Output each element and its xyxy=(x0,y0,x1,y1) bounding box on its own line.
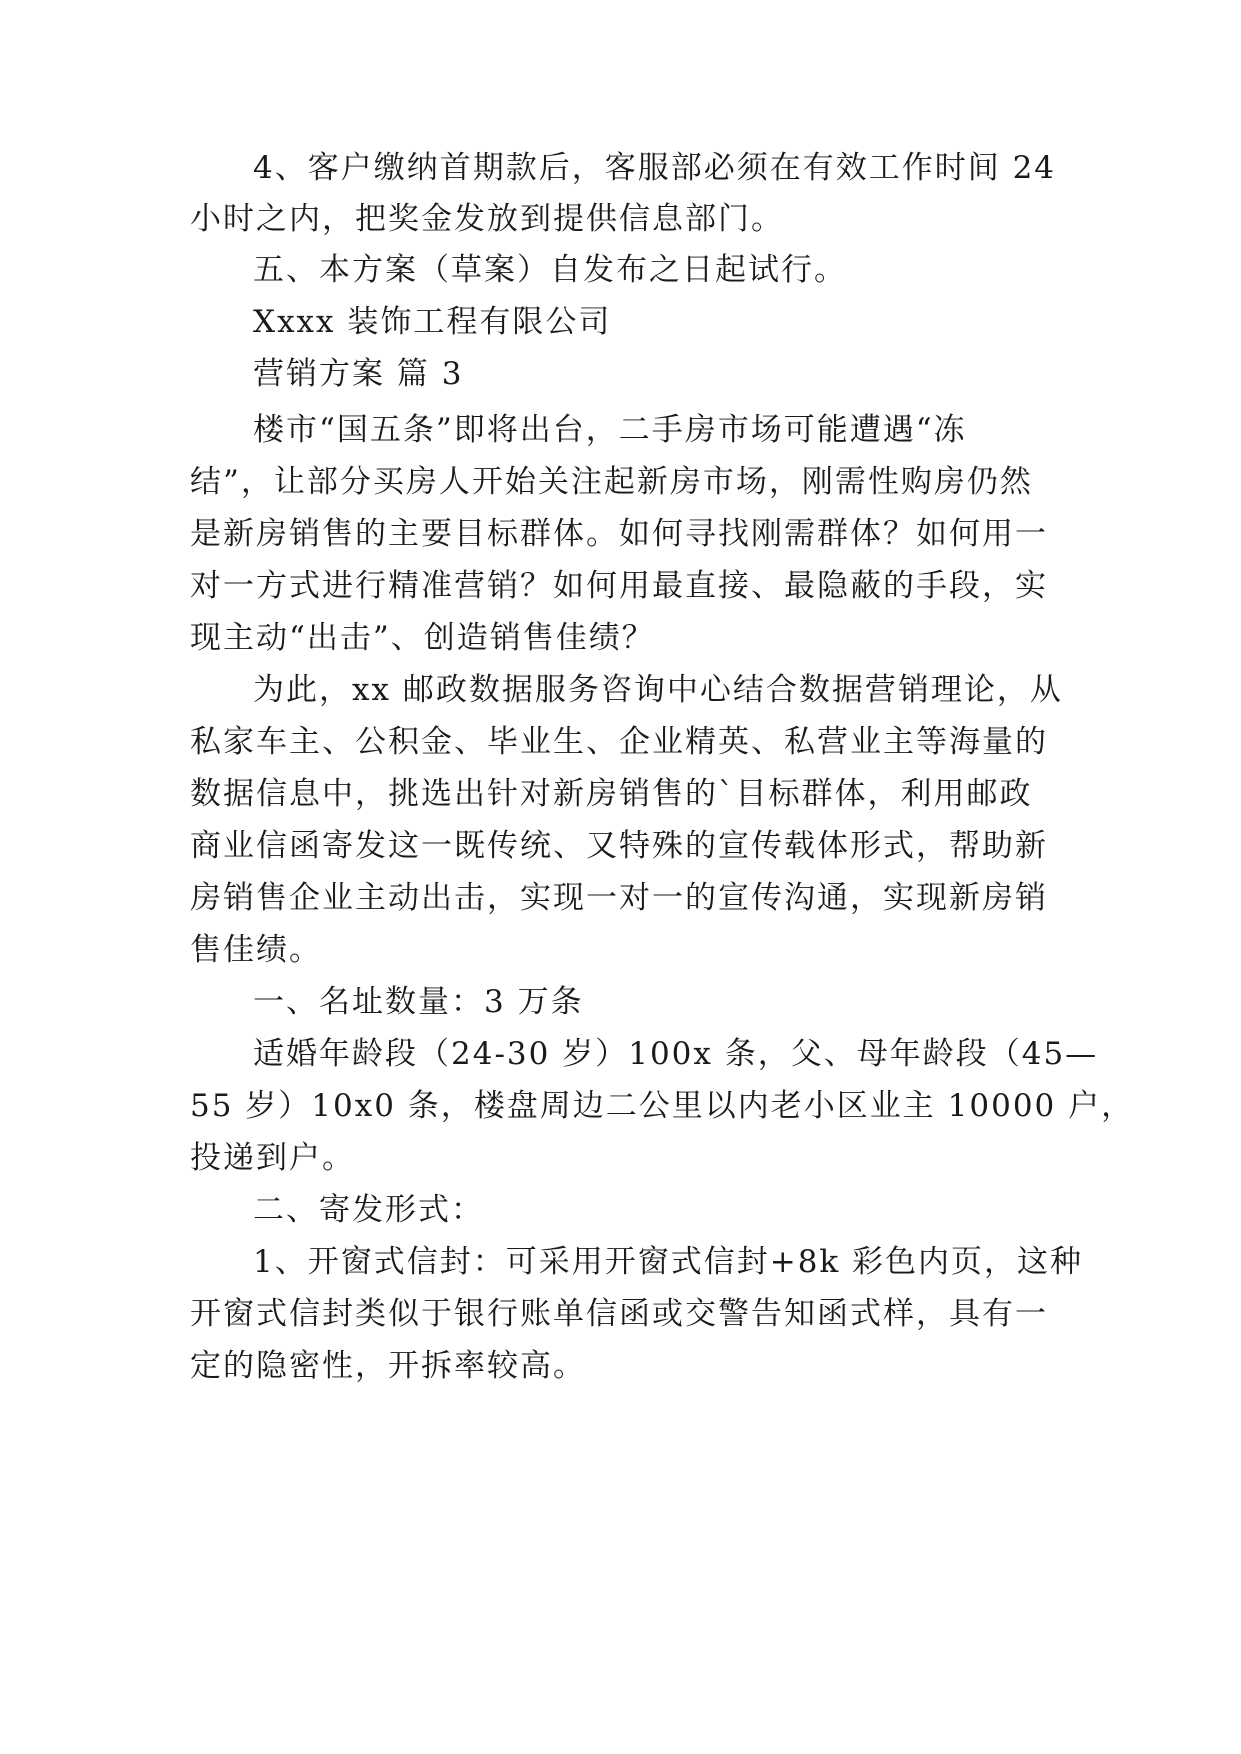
text-line: 私家车主、公积金、毕业生、企业精英、私营业主等海量的 xyxy=(190,724,1048,760)
text-line: 4、客户缴纳首期款后，客服部必须在有效工作时间 24 xyxy=(253,150,1057,186)
text-line: 商业信函寄发这一既传统、又特殊的宣传载体形式，帮助新 xyxy=(190,828,1048,864)
company-name: Xxxx 装饰工程有限公司 xyxy=(253,304,612,340)
text-line: 一、名址数量：3 万条 xyxy=(253,984,584,1020)
text-line: 二、寄发形式： xyxy=(253,1192,484,1228)
text-line: 开窗式信封类似于银行账单信函或交警告知函式样，具有一 xyxy=(190,1296,1048,1332)
text-line: 售佳绩。 xyxy=(190,932,322,968)
text-line: 55 岁）10x0 条，楼盘周边二公里以内老小区业主 10000 户， xyxy=(190,1088,1135,1124)
text-line: 现主动“出击”、创造销售佳绩？ xyxy=(190,620,655,656)
text-line: 小时之内，把奖金发放到提供信息部门。 xyxy=(190,201,784,237)
text-line: 是新房销售的主要目标群体。如何寻找刚需群体？如何用一 xyxy=(190,516,1048,552)
text-line: 数据信息中，挑选出针对新房销售的`目标群体，利用邮政 xyxy=(190,776,1033,812)
section-heading: 营销方案 篇 3 xyxy=(253,356,464,392)
text-line: 五、本方案（草案）自发布之日起试行。 xyxy=(253,252,847,288)
text-line: 为此，xx 邮政数据服务咨询中心结合数据营销理论，从 xyxy=(253,672,1063,708)
text-line: 楼市“国五条”即将出台，二手房市场可能遭遇“冻 xyxy=(253,412,967,448)
text-line: 适婚年龄段（24-30 岁）100x 条，父、母年龄段（45— xyxy=(253,1036,1099,1072)
text-line: 房销售企业主动出击，实现一对一的宣传沟通，实现新房销 xyxy=(190,880,1048,916)
text-line: 对一方式进行精准营销？如何用最直接、最隐蔽的手段，实 xyxy=(190,568,1048,604)
text-line: 定的隐密性，开拆率较高。 xyxy=(190,1348,586,1384)
text-line: 结”，让部分买房人开始关注起新房市场，刚需性购房仍然 xyxy=(190,464,1033,500)
text-line: 投递到户。 xyxy=(190,1140,355,1176)
text-line: 1、开窗式信封：可采用开窗式信封+8k 彩色内页，这种 xyxy=(253,1244,1084,1280)
